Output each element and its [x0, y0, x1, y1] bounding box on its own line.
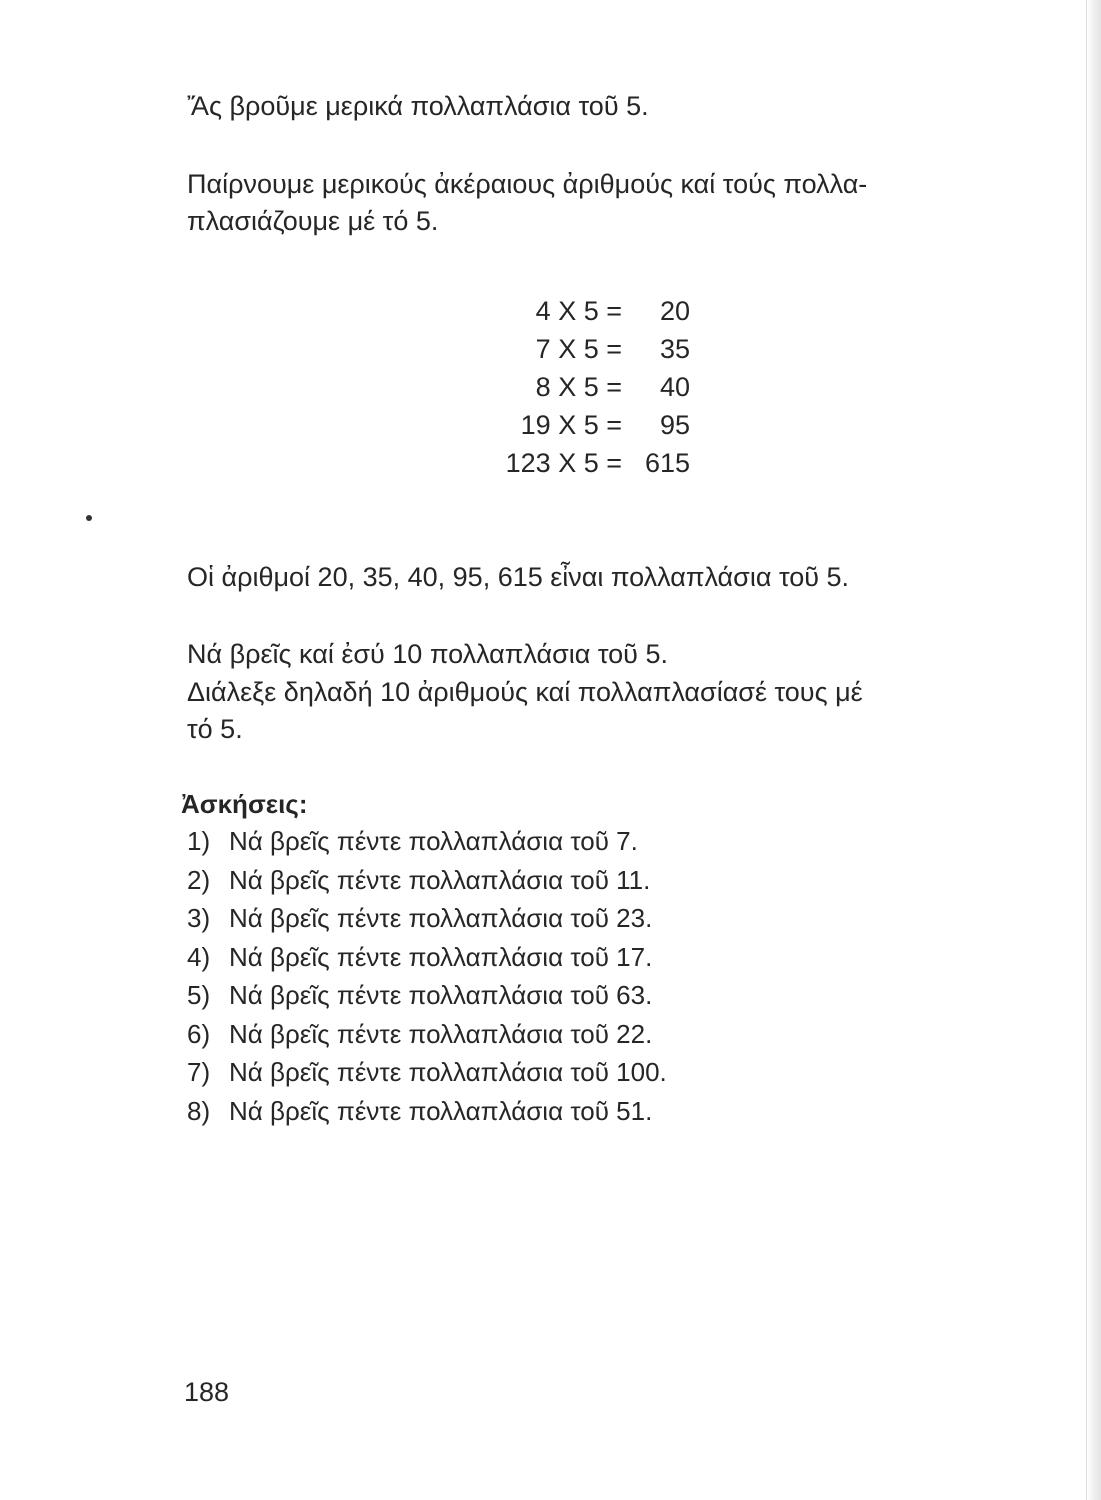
exercise-text: Νά βρεῖς πέντε πολλαπλάσια τοῦ 7. — [229, 826, 638, 856]
exercise-number: 8) — [187, 1095, 211, 1126]
scan-speck — [86, 515, 92, 521]
calc-row — [470, 368, 700, 406]
exercise-item — [187, 861, 667, 900]
exercise-text: Νά βρεῖς πέντε πολλαπλάσια τοῦ 51. — [229, 1095, 653, 1126]
calc-row — [470, 444, 700, 482]
exercise-item — [187, 822, 667, 861]
calc-result: 40 — [659, 372, 690, 402]
page-edge — [1086, 0, 1101, 1500]
calc-expression: 7 X 5 = — [535, 334, 622, 364]
exercise-number: 6) — [187, 1018, 211, 1049]
calc-result: 20 — [659, 296, 690, 326]
exercise-text: Νά βρεῖς πέντε πολλαπλάσια τοῦ 17. — [229, 941, 653, 972]
multiplication-table — [470, 292, 700, 482]
calc-expression: 19 X 5 = — [520, 410, 622, 440]
calc-expression: 8 X 5 = — [535, 372, 622, 402]
page-number: 188 — [184, 1377, 230, 1407]
calc-result: 615 — [644, 448, 690, 478]
calc-result: 35 — [659, 334, 690, 364]
task-line-3: τό 5. — [187, 714, 243, 744]
exercise-text: Νά βρεῖς πέντε πολλαπλάσια τοῦ 100. — [229, 1057, 667, 1087]
task-line-1: Νά βρεῖς καί ἐσύ 10 πολλαπλάσια τοῦ 5. — [187, 639, 668, 669]
exercise-text: Νά βρεῖς πέντε πολλαπλάσια τοῦ 22. — [229, 1018, 653, 1049]
exercise-item — [187, 1015, 667, 1054]
exercise-item — [187, 976, 667, 1015]
exercises-heading: Ἀσκήσεις: — [181, 789, 308, 819]
take-numbers-line-2: πλασιάζουμε μέ τό 5. — [187, 206, 439, 236]
exercise-number: 3) — [187, 903, 211, 933]
calc-row — [470, 406, 700, 444]
exercise-item — [187, 1053, 667, 1092]
exercise-text: Νά βρεῖς πέντε πολλαπλάσια τοῦ 23. — [229, 903, 653, 933]
exercise-number: 4) — [187, 941, 211, 972]
calc-result: 95 — [659, 410, 690, 440]
exercise-number: 5) — [187, 980, 211, 1010]
exercise-text: Νά βρεῖς πέντε πολλαπλάσια τοῦ 11. — [229, 864, 651, 895]
calc-row — [470, 330, 700, 368]
exercise-item — [187, 1092, 667, 1131]
exercise-list — [187, 822, 667, 1130]
intro-text: Ἄς βροῦμε μερικά πολλαπλάσια τοῦ 5. — [187, 91, 649, 121]
exercise-text: Νά βρεῖς πέντε πολλαπλάσια τοῦ 63. — [229, 980, 653, 1010]
exercise-number: 7) — [187, 1057, 211, 1087]
calc-row — [470, 292, 700, 330]
conclusion-text: Οἱ ἀριθμοί 20, 35, 40, 95, 615 εἶναι πολλαπλάσια τοῦ 5. — [187, 562, 850, 592]
calc-expression: 4 X 5 = — [535, 296, 622, 326]
exercise-number: 2) — [187, 864, 211, 895]
calc-expression: 123 X 5 = — [505, 448, 622, 478]
task-line-2: Διάλεξε δηλαδή 10 ἀριθμούς καί πολλαπλασίασέ τους μέ — [187, 677, 863, 707]
exercise-item — [187, 899, 667, 938]
exercise-number: 1) — [187, 826, 211, 856]
exercise-item — [187, 938, 667, 977]
take-numbers-line-1: Παίρνουμε μερικούς ἀκέραιους ἀριθμούς καί τούς πολλα- — [187, 169, 868, 199]
